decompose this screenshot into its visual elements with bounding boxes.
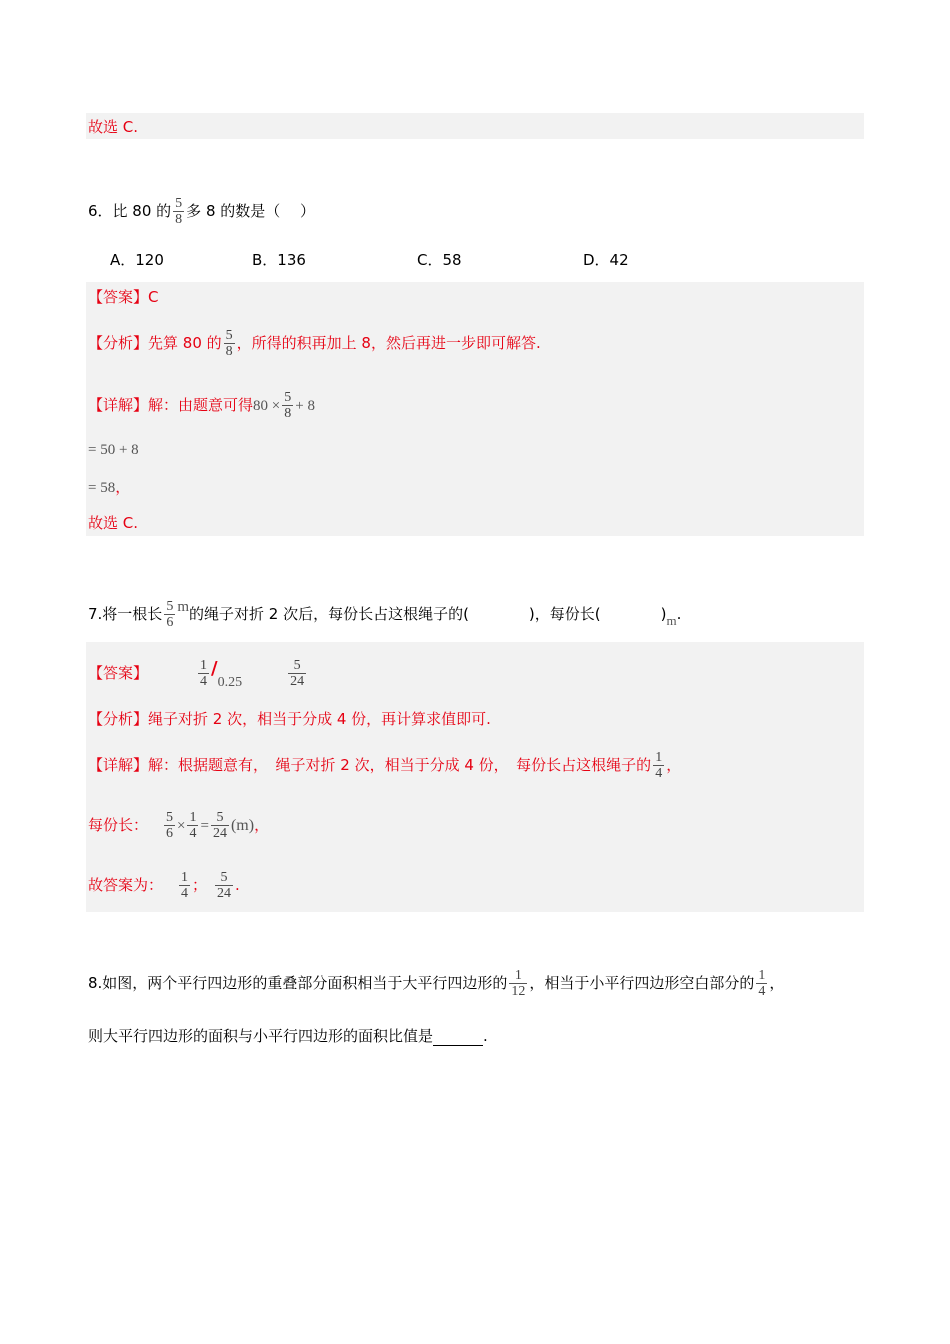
q7-times: × [177, 818, 186, 834]
q7-final-fraction-1 [179, 870, 190, 901]
q7-final-label: 故答案为： [88, 876, 164, 894]
q7-final-answer [88, 866, 240, 904]
q6-analysis-post: ，所得的积再加上 8，然后再进一步即可解答. [236, 334, 541, 352]
question-8 [88, 964, 784, 1002]
q7-calc-a-num: 5 [166, 810, 174, 825]
q6-answer-value: C [148, 288, 159, 306]
q6-option-c: C．58 [417, 251, 462, 269]
q8-line2-text: 则大平行四边形的面积与小平行四边形的面积比值是 [88, 1027, 434, 1045]
q7-each-length [88, 806, 269, 845]
q7-analysis [88, 709, 491, 729]
q6-fraction [173, 196, 184, 227]
q6-conclusion: 故选 C. [88, 514, 139, 532]
q6-step-1: = 50 + 8 [88, 442, 139, 458]
q7-each-label: 每份长： [88, 816, 149, 834]
q7-calc-comma: ， [254, 816, 270, 834]
q7-unit-2: m [666, 613, 677, 628]
q6-solution-box [86, 282, 864, 536]
q7-calc-c-den: 24 [212, 826, 227, 841]
q7-calc-unit: (m) [230, 817, 255, 834]
q6-answer-label: 【答案】 [88, 288, 149, 306]
q8-f1-num: 1 [514, 968, 522, 983]
q8-fraction-2 [756, 968, 767, 999]
q6-option-b: B．136 [252, 251, 306, 269]
q7-final-end: . [235, 876, 240, 894]
question-6 [88, 196, 315, 227]
q7-solution-box [86, 642, 864, 912]
q7-analysis-text: 绳子对折 2 次，相当于分成 4 份，再计算求值即可. [148, 710, 491, 728]
q7-detail-text: 解：根据题意有， 绳子对折 2 次，相当于分成 4 份， 每份长占这根绳子的 [148, 756, 652, 774]
q8-f2-den: 4 [758, 984, 766, 999]
q8-mid: ，相当于小平行四边形空白部分的 [529, 974, 755, 992]
q7-detail [88, 746, 681, 784]
q6-analysis-frac-den: 8 [225, 344, 233, 359]
q6-analysis [88, 326, 541, 360]
q7-answer [88, 650, 308, 702]
q7-equals: = [200, 818, 209, 834]
q6-prefix: 6．比 80 的 [88, 202, 172, 220]
q7-final-fraction-2 [215, 870, 233, 901]
q7-calc-b-num: 1 [189, 810, 197, 825]
q7-detail-fraction [653, 750, 664, 781]
q7-unit: m [177, 599, 189, 615]
q8-f1-den: 12 [511, 984, 526, 999]
q7-mid: 的绳子对折 2 次后，每份长占这根绳子的( )，每份长( ) [188, 605, 667, 623]
q7-detail-frac-den: 4 [655, 766, 663, 781]
q7-answer-label: 【答案】 [88, 664, 149, 682]
q6-expr-fraction [282, 390, 293, 421]
q8-end-comma: ， [769, 974, 785, 992]
q7-final1-den: 4 [181, 886, 189, 901]
q6-frac-den: 8 [175, 212, 183, 227]
q7-calc-a-den: 6 [166, 826, 174, 841]
q8-prefix: 8.如图，两个平行四边形的重叠部分面积相当于大平行四边形的 [88, 974, 508, 992]
q7-answer-fraction-1 [198, 658, 209, 689]
q6-detail [88, 388, 315, 423]
q6-expr-frac-num: 5 [284, 390, 292, 405]
question-8-line-2 [88, 1026, 488, 1046]
q7-len-den: 6 [166, 615, 174, 630]
prev-answer-box [86, 113, 864, 139]
q6-frac-num: 5 [175, 196, 183, 211]
prev-conclusion: 故选 C. [88, 118, 139, 136]
q7-ans1-num: 1 [200, 658, 208, 673]
q8-answer-blank[interactable] [433, 1031, 483, 1046]
q6-analysis-frac-num: 5 [225, 328, 233, 343]
q7-ans2-num: 5 [293, 658, 301, 673]
q7-calc-b-den: 4 [189, 826, 197, 841]
q7-detail-label: 【详解】 [88, 756, 149, 774]
question-7 [88, 590, 681, 638]
q7-final2-den: 24 [217, 886, 232, 901]
q6-detail-label: 【详解】 [88, 396, 149, 414]
q7-calc-fraction-c [211, 810, 229, 841]
q7-ans1-decimal: 0.25 [217, 675, 243, 690]
q7-calc-fraction-b [187, 810, 198, 841]
q8-f2-num: 1 [758, 968, 766, 983]
q7-calc-c-num: 5 [216, 810, 224, 825]
q6-suffix: 多 8 的数是（ ） [186, 202, 316, 220]
q7-end: . [676, 605, 682, 623]
q7-ans1-den: 4 [200, 674, 208, 689]
q7-length-fraction [164, 599, 175, 630]
q6-analysis-label: 【分析】 [88, 334, 149, 352]
q6-expr-a: 80 × [253, 398, 281, 414]
q8-line2-end: . [483, 1027, 488, 1045]
q6-expr-b: + 8 [295, 398, 315, 414]
q8-fraction-1 [509, 968, 527, 999]
q7-final2-num: 5 [220, 870, 228, 885]
q6-step-2-value: = 58 [88, 480, 116, 496]
q6-expr-frac-den: 8 [284, 406, 292, 421]
q7-detail-comma: ， [666, 756, 682, 774]
q6-step-2-suffix: ， [115, 478, 131, 496]
q7-final1-num: 1 [181, 870, 189, 885]
q7-semicolon: ； [192, 876, 208, 894]
q7-prefix: 7.将一根长 [88, 605, 163, 623]
q6-answer [88, 287, 159, 307]
q7-calc-fraction-a [164, 810, 175, 841]
q6-option-d: D．42 [583, 251, 629, 269]
q6-analysis-pre: 先算 80 的 [148, 334, 222, 352]
q7-len-num: 5 [166, 599, 174, 614]
q7-ans2-den: 24 [290, 674, 305, 689]
q6-option-a: A．120 [110, 251, 164, 269]
q6-analysis-fraction [224, 328, 235, 359]
q7-answer-fraction-2 [288, 658, 306, 689]
q6-detail-text: 解：由题意可得 [148, 396, 254, 414]
q6-step-2 [88, 477, 130, 498]
q7-analysis-label: 【分析】 [88, 710, 149, 728]
q7-slash: / [211, 658, 218, 679]
q7-detail-frac-num: 1 [655, 750, 663, 765]
